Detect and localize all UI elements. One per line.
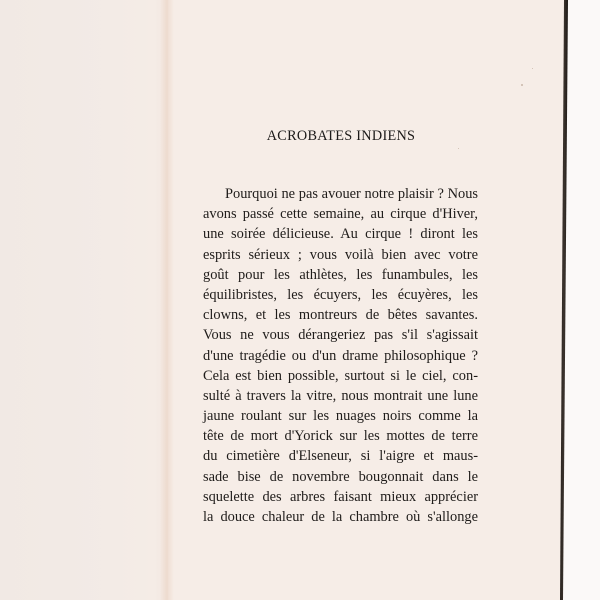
- book-gutter: [160, 0, 174, 600]
- text-line: équilibristes, les écuyers, les écuyères, les: [203, 286, 478, 303]
- text-line: avons passé cette semaine, au cirque d'Hiver,: [203, 206, 478, 223]
- paper-speck: [521, 84, 523, 86]
- text-line: squelette des arbres faisant mieux apprécier: [203, 488, 478, 505]
- text-line: jaune roulant sur les nuages noirs comme la: [203, 408, 478, 425]
- paper-speck: [532, 68, 533, 69]
- text-line: Vous ne vous dérangeriez pas s'il s'agissait: [203, 327, 478, 344]
- text-line: une soirée délicieuse. Au cirque ! diront les: [203, 226, 478, 243]
- text-line: goût pour les athlètes, les funambules, les: [203, 266, 478, 283]
- text-line: d'une tragédie ou d'un drame philosophique ?: [203, 347, 478, 364]
- text-line: clowns, et les montreurs de bêtes savantes.: [203, 307, 478, 324]
- text-line: Cela est bien possible, surtout si le ciel, con-: [203, 367, 478, 384]
- text-line: Pourquoi ne pas avouer notre plaisir ? Nous: [225, 186, 478, 202]
- paper-speck: [458, 148, 459, 149]
- text-line: sulté à travers la vitre, nous montrait une lune: [203, 387, 478, 404]
- chapter-title: ACROBATES INDIENS: [266, 128, 416, 144]
- text-line: la douce chaleur de la chambre où s'allonge: [203, 509, 478, 525]
- left-page-blank: [0, 0, 168, 600]
- text-line: du cimetière d'Elseneur, si l'aigre et maus-: [203, 448, 478, 465]
- chapter-body: [203, 184, 478, 527]
- text-line: sade bise de novembre bougonnait dans le: [203, 468, 478, 485]
- text-line: tête de mort d'Yorick sur les mottes de terre: [203, 428, 478, 445]
- text-line: esprits sérieux ; vous voilà bien avec votre: [203, 246, 478, 263]
